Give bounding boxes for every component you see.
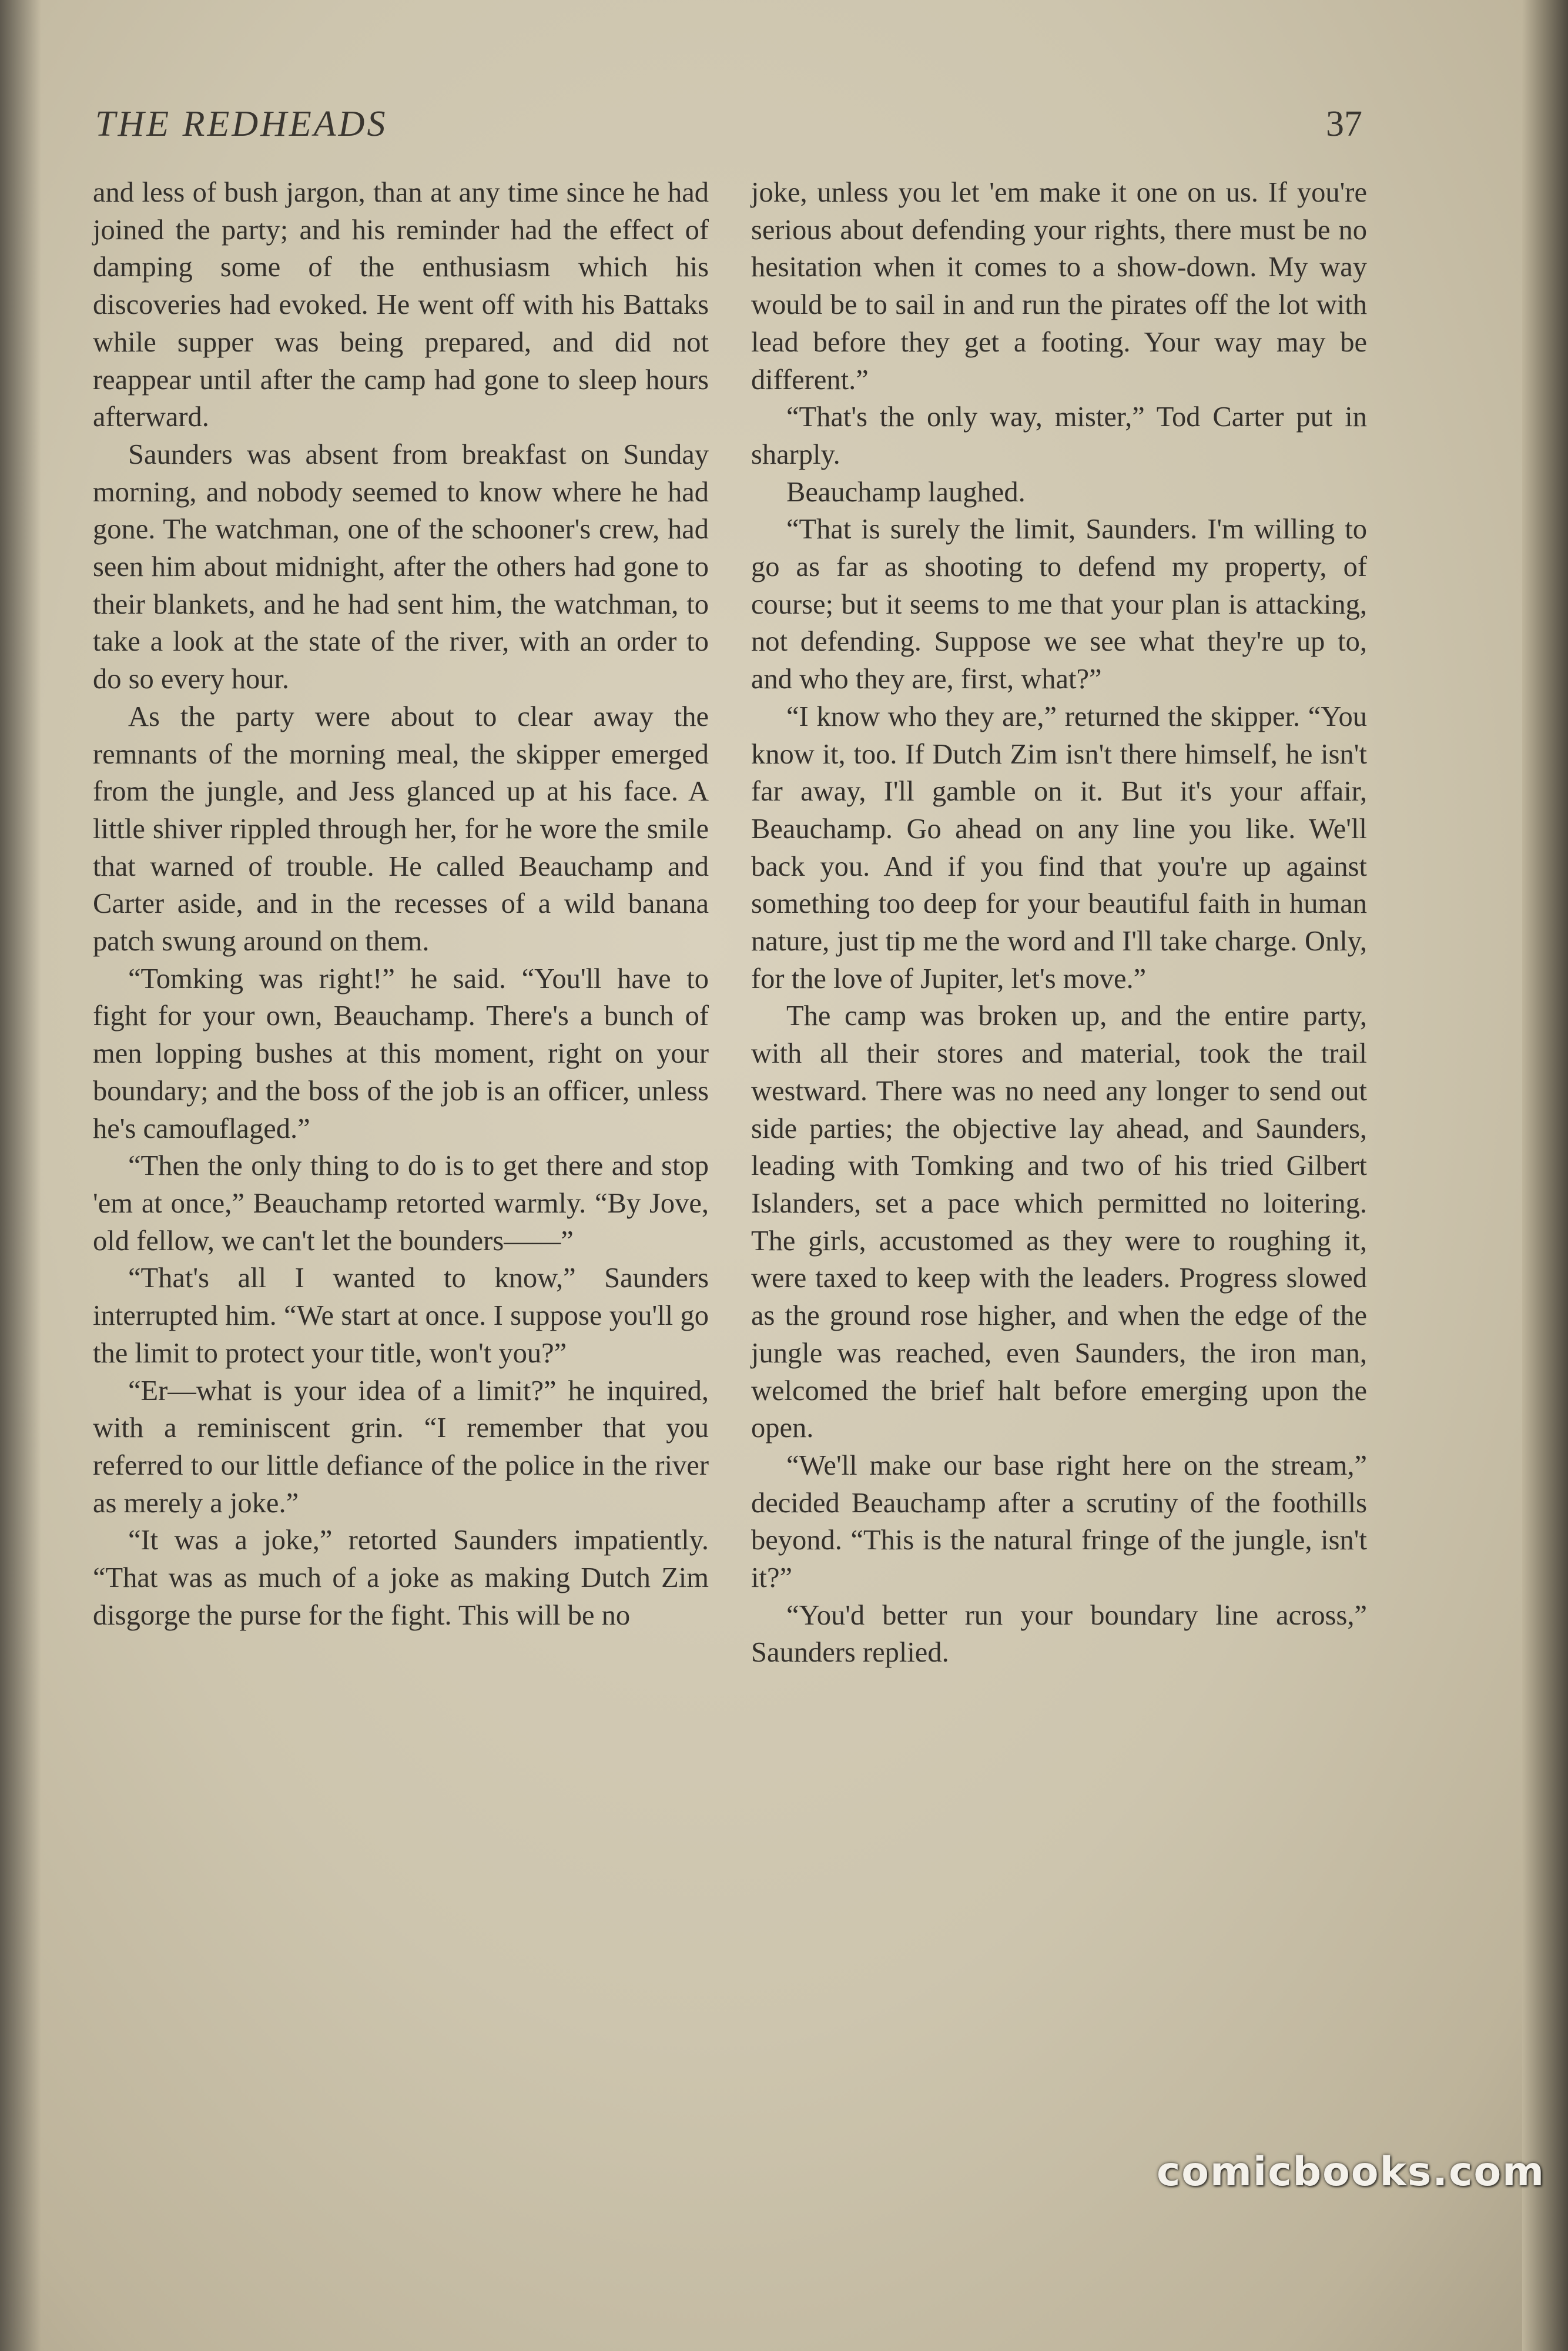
paragraph: “Er—what is your idea of a limit?” he inquired, with a reminiscent grin. “I remember that you referred to our little defiance of the police in the river as merely a joke.”: [93, 1375, 709, 1519]
paragraph: “I know who they are,” returned the skipper. “You know it, too. If Dutch Zim isn't there himself, he isn't far away, I'll gamble on it. But it's your affair, Beauchamp. Go ahead on any line you like. We'll back you. And if you find that you're up against something too deep for your beautiful faith in human nature, just tip me the word and I'll take charge. Only, for the love of Jupiter, let's move.”: [751, 701, 1367, 994]
paragraph: “We'll make our base right here on the stream,” decided Beauchamp after a scrutiny of the foothills beyond. “This is the natural fringe of the jungle, isn't it?”: [751, 1449, 1367, 1594]
paragraph: “You'd better run your boundary line across,” Saunders replied.: [751, 1599, 1367, 1669]
paragraph: Saunders was absent from breakfast on Sunday morning, and nobody seemed to know where he had gone. The watchman, one of the schooner's crew, had seen him about midnight, after the others had gone to their blankets, and he had sent him, the watchman, to take a look at the state of the river, with an order to do so every hour.: [93, 438, 709, 695]
text-column-left: [93, 174, 709, 1634]
text-column-right: [751, 174, 1367, 1672]
paragraph: “That's the only way, mister,” Tod Carter put in sharply.: [751, 401, 1367, 470]
page-gutter-shadow: [0, 0, 41, 2351]
page-number: 37: [1326, 104, 1362, 144]
paragraph: “Then the only thing to do is to get there and stop 'em at once,” Beauchamp retorted warmly. “By Jove, old fellow, we can't let the bounders——”: [93, 1150, 709, 1257]
watermark: comicbooks.com: [1157, 2149, 1546, 2195]
paragraph: “It was a joke,” retorted Saunders impatiently. “That was as much of a joke as making Dutch Zim disgorge the purse for the fight. This will be no: [93, 1525, 709, 1631]
page-edge: [1522, 0, 1568, 2351]
paragraph: “That's all I wanted to know,” Saunders interrupted him. “We start at once. I suppose you'll go the limit to protect your title, won't you?”: [93, 1262, 709, 1369]
paragraph: Beauchamp laughed.: [786, 476, 1026, 508]
paragraph: “That is surely the limit, Saunders. I'm willing to go as far as shooting to defend my property, of course; but it seems to me that your plan is attacking, not defending. Suppose we see what they're up to, and who they are, first, what?”: [751, 514, 1367, 695]
paragraph: “Tomking was right!” he said. “You'll have to fight for your own, Beauchamp. There's a bunch of men lopping bushes at this moment, right on your boundary; and the boss of the job is an officer, unless he's camouflaged.”: [93, 963, 709, 1144]
paragraph: joke, unless you let 'em make it one on us. If you're serious about defending your rights, there must be no hesitation when it comes to a show-down. My way would be to sail in and run the pirates off the lot with lead before they get a footing. Your way may be different.”: [751, 177, 1367, 396]
paragraph: The camp was broken up, and the entire party, with all their stores and material, took the trail westward. There was no need any longer to send out side parties; the objective lay ahead, and Saunders, leading with Tomking and two of his tried Gilbert Islanders, set a pace which permitted no loitering. The girls, accustomed as they were to roughing it, were taxed to keep with the leaders. Progress slowed as the ground rose higher, and when the edge of the jungle was reached, even Saunders, the iron man, welcomed the brief halt before emerging upon the open.: [751, 1000, 1367, 1444]
paragraph: As the party were about to clear away the remnants of the morning meal, the skipper emerged from the jungle, and Jess glanced up at his face. A little shiver rippled through her, for he wore the smile that warned of trouble. He called Beauchamp and Carter aside, and in the recesses of a wild banana patch swung around on them.: [93, 701, 709, 957]
paragraph: and less of bush jargon, than at any time since he had joined the party; and his reminder had the effect of damping some of the enthusiasm which his discoveries had evoked. He went off with his Battaks while supper was being prepared, and did not reappear until after the camp had gone to sleep hours afterward.: [93, 177, 709, 433]
running-head-title: THE REDHEADS: [95, 104, 388, 144]
